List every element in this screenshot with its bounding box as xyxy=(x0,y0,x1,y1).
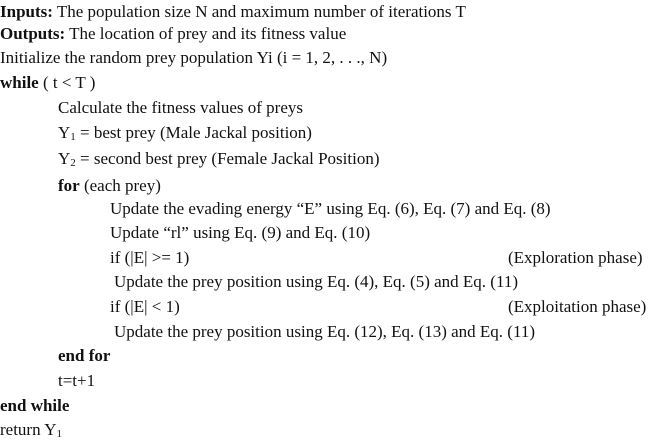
y1-line xyxy=(58,121,312,145)
y2-var: Y xyxy=(58,149,71,168)
while-keyword: while xyxy=(0,73,39,92)
for-condition: (each prey) xyxy=(79,176,161,195)
update-rl-line: Update “rl” using Eq. (9) and Eq. (10) xyxy=(110,223,371,242)
if-explore-condition: if (|E| >= 1) xyxy=(110,248,190,267)
y2-line xyxy=(58,147,380,171)
y2-rest: = second best prey (Female Jackal Position) xyxy=(75,149,380,168)
end-while-line: end while xyxy=(0,396,70,415)
y1-subscript: 1 xyxy=(70,131,76,143)
outputs-text: The location of prey and its fitness value xyxy=(65,24,347,43)
y2-subscript: 2 xyxy=(70,157,76,169)
exploitation-phase-note: (Exploitation phase) xyxy=(508,297,647,316)
return-text: return Y xyxy=(0,420,57,439)
while-line xyxy=(0,71,95,95)
update-pos-exploit-line: Update the prey position using Eq. (12), Eq. (13) and Eq. (11) xyxy=(114,322,535,341)
inputs-text: The population size N and maximum number of iterations T xyxy=(52,2,466,21)
for-line xyxy=(58,174,161,198)
for-keyword: for xyxy=(58,176,80,195)
increment-line: t=t+1 xyxy=(58,371,96,390)
while-condition: ( t < T ) xyxy=(38,73,96,92)
inputs-line xyxy=(0,0,466,24)
y1-var: Y xyxy=(58,123,71,142)
return-line xyxy=(0,418,62,442)
update-energy-line: Update the evading energy “E” using Eq. (6), Eq. (7) and Eq. (8) xyxy=(110,199,551,218)
inputs-label: Inputs: xyxy=(0,2,53,21)
if-explore-line xyxy=(110,246,664,270)
init-line: Initialize the random prey population Yi (i = 1, 2, . . ., N) xyxy=(0,48,388,67)
update-pos-explore-line: Update the prey position using Eq. (4), Eq. (5) and Eq. (11) xyxy=(114,272,518,291)
if-exploit-condition: if (|E| < 1) xyxy=(110,297,180,316)
y1-rest: = best prey (Male Jackal position) xyxy=(75,123,312,142)
end-for-line: end for xyxy=(58,346,111,365)
calc-fitness-line: Calculate the fitness values of preys xyxy=(58,98,304,117)
outputs-label: Outputs: xyxy=(0,24,66,43)
exploration-phase-note: (Exploration phase) xyxy=(508,248,643,267)
if-exploit-line xyxy=(110,295,664,319)
return-subscript: 1 xyxy=(56,428,62,440)
outputs-line xyxy=(0,22,346,46)
